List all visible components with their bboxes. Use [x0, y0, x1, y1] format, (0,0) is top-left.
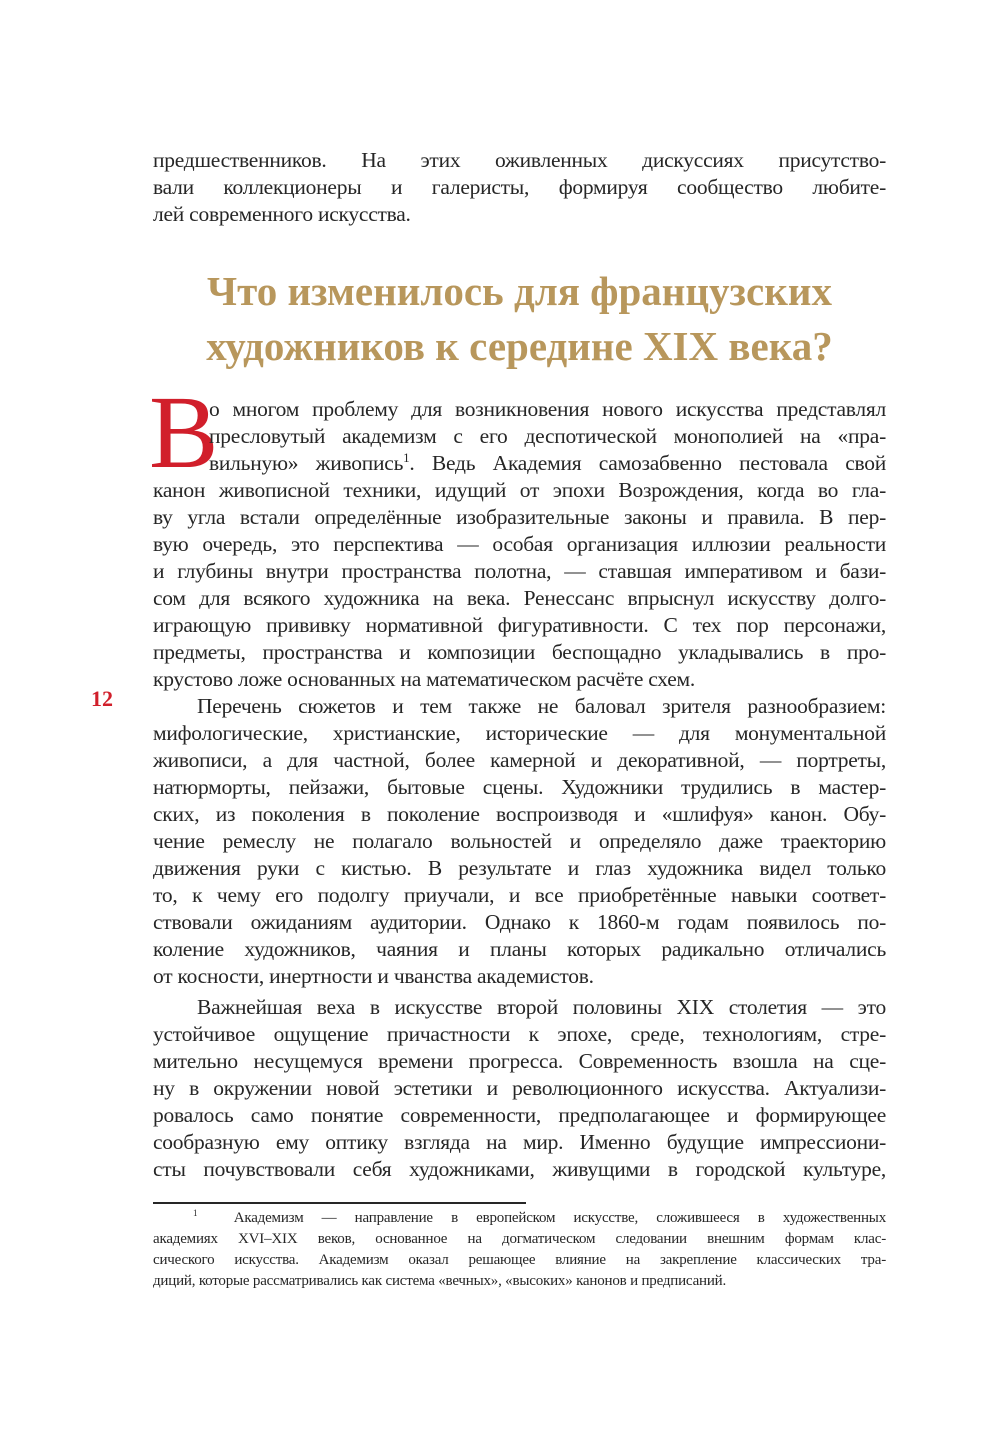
- text-line: пресловутый академизм с его деспотической монополией на «пра-: [209, 424, 886, 448]
- text-fragment: вильную» живопись: [209, 451, 404, 475]
- text-line: крустово ложе основанных на математическом расчёте схем.: [153, 667, 696, 691]
- text-line: сты почувствовали себя художниками, живущими в городской культуре,: [153, 1157, 886, 1181]
- text-line: играющую прививку нормативной фигуративности. С тех пор персонажи,: [153, 613, 886, 637]
- footnote-line: [193, 1208, 886, 1229]
- footnote-line: академиях XVI–XIX веков, основанное на догматическом следовании внешним формам клас-: [153, 1231, 886, 1247]
- footnote-marker: 1: [193, 1208, 198, 1218]
- text-line: предметы, пространства и композиции беспощадно укладывались в про-: [153, 640, 886, 664]
- text-line: от косности, инертности и чванства академистов.: [153, 964, 594, 988]
- text-line: живописи, а для частной, более камерной и декоративной, — портреты,: [153, 748, 886, 772]
- text-line: чение ремеслу не полагало вольностей и определяло даже траекторию: [153, 829, 886, 853]
- drop-cap: В: [149, 375, 219, 490]
- text-line: ских, из поколения в поколение воспроизводя и «шлифуя» канон. Обу-: [153, 802, 886, 826]
- heading-line: Что изменилось для французских: [207, 268, 832, 314]
- page-number: 12: [91, 686, 113, 711]
- text-line: ровалось само понятие современности, предполагающее и формирующее: [153, 1103, 886, 1127]
- text-line: коление художников, чаяния и планы которых радикально отличались: [153, 937, 886, 961]
- text-line: натюрморты, пейзажи, бытовые сцены. Художники трудились в мастер-: [153, 775, 886, 799]
- text-line: ствовали ожиданиям аудитории. Однако к 1860-м годам появилось по-: [153, 910, 886, 934]
- text-line: движения руки с кистью. В результате и глаз художника видел только: [153, 856, 886, 880]
- text-line: ну в окружении новой эстетики и революционного искусства. Актуализи-: [153, 1076, 886, 1100]
- text-line: о многом проблему для возникновения нового искусства представлял: [209, 397, 886, 421]
- text-line: вали коллекционеры и галеристы, формируя сообщество любите-: [153, 175, 886, 199]
- footnote-divider: [153, 1202, 526, 1204]
- text-line: Важнейшая веха в искусстве второй половины XIX столетия — это: [197, 995, 886, 1019]
- text-line: и глубины внутри пространства полотна, — ставшая императивом и бази-: [153, 559, 886, 583]
- text-fragment: Академизм — направление в европейском искусстве, сложившееся в художественных: [233, 1210, 886, 1226]
- text-line: Перечень сюжетов и тем также не баловал зрителя разнообразием:: [197, 694, 886, 718]
- text-line: [209, 450, 886, 477]
- text-line: ву угла встали определённые изобразительные законы и правила. В пер-: [153, 505, 886, 529]
- text-line: сом для всякого художника на века. Ренессанс впрыснул искусству долго-: [153, 586, 886, 610]
- text-line: то, к чему его подолгу приучали, и все приобретённые навыки соответ-: [153, 883, 886, 907]
- footnote-line: диций, которые рассматривались как система «вечных», «высоких» канонов и предписаний.: [153, 1273, 727, 1289]
- text-line: канон живописной техники, идущий от эпохи Возрождения, когда во гла-: [153, 478, 886, 502]
- heading-line: художников к середине XIX века?: [206, 323, 833, 369]
- text-fragment: . Ведь Академия самозабвенно пестовала свой: [409, 451, 887, 475]
- text-line: мительно несущемуся времени прогресса. Современность взошла на сце-: [153, 1049, 886, 1073]
- text-line: сообразную ему оптику взгляда на мир. Именно будущие импрессиони-: [153, 1130, 886, 1154]
- text-line: мифологические, христианские, исторические — для монументальной: [153, 721, 886, 745]
- text-line: вую очередь, это перспектива — особая организация иллюзии реальности: [153, 532, 886, 556]
- footnote-line: сического искусства. Академизм оказал решающее влияние на закрепление классических тра-: [153, 1252, 886, 1268]
- text-line: предшественников. На этих оживленных дискуссиях присутство-: [153, 148, 886, 172]
- footnote-reference[interactable]: 1: [403, 450, 410, 465]
- text-line: устойчивое ощущение причастности к эпохе, среде, технологиям, стре-: [153, 1022, 886, 1046]
- text-line: лей современного искусства.: [153, 202, 411, 226]
